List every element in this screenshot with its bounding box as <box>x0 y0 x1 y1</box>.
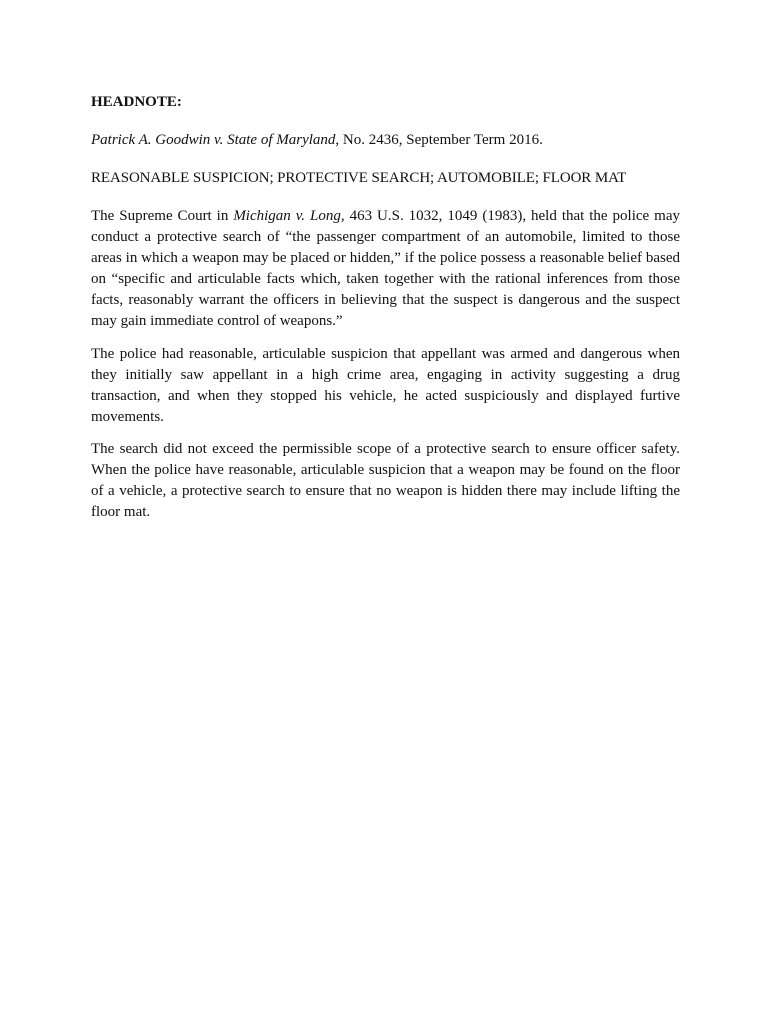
case-citation <box>91 130 680 151</box>
headnote-heading: HEADNOTE: <box>91 94 182 110</box>
paragraph-lead: The Supreme Court in <box>91 208 234 224</box>
cited-case-name: Michigan v. Long, <box>233 208 345 224</box>
paragraph-search-scope: The search did not exceed the permissible scope of a protective search to ensure officer safety. When the police have reasonable, articulable suspicion that a weapon may be found on the floor of a vehicle, a protective search to ensure that no weapon is hidden there may include lifting the floor mat. <box>91 441 680 520</box>
paragraph-holding-long <box>91 206 680 332</box>
paragraph-text: 463 U.S. 1032, 1049 (1983), held that the police may conduct a protective search of “the passenger compartment of an automobile, limited to those areas in which a weapon may be placed or hidden,” if the police possess a reasonable belief based on “specific and articulable facts which, taken together with the rational inferences from those facts, reasonably warrant the officers in believing that the suspect is dangerous and the suspect may gain immediate control of weapons.” <box>91 208 680 329</box>
case-name: Patrick A. Goodwin v. State of Maryland <box>91 132 336 148</box>
headnote-content <box>91 92 680 534</box>
paragraph-reasonable-suspicion: The police had reasonable, articulable suspicion that appellant was armed and dangerous when they initially saw appellant in a high crime area, engaging in activity suggesting a drug transaction, and when they stopped his vehicle, he acted suspiciously and displayed furtive movements. <box>91 346 680 425</box>
headnote-topics: REASONABLE SUSPICION; PROTECTIVE SEARCH; AUTOMOBILE; FLOOR MAT <box>91 170 627 186</box>
case-number: , No. 2436, September Term 2016. <box>335 132 543 148</box>
